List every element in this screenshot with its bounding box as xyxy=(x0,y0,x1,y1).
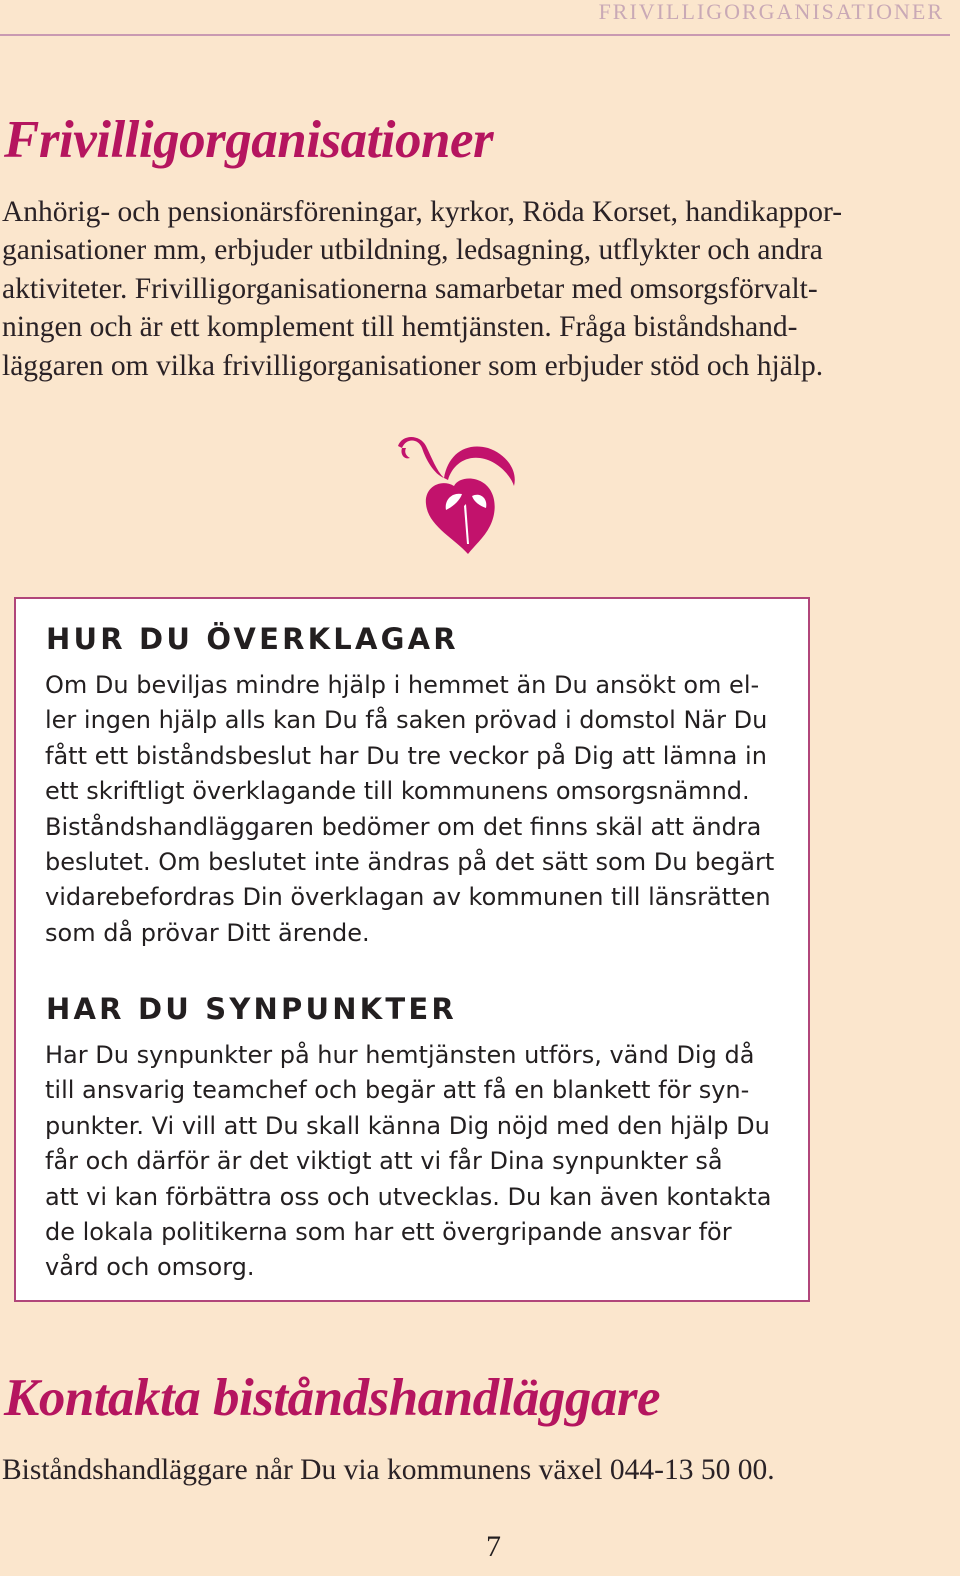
paragraph-line: att vi kan förbättra oss och utvecklas. Du kan även kontakta xyxy=(45,1182,772,1211)
paragraph-line: Biståndshandläggaren bedömer om det finns skäl att ändra xyxy=(45,812,762,841)
paragraph-line: ler ingen hjälp alls kan Du få saken prövad i domstol När Du xyxy=(45,706,768,735)
feedback-paragraph xyxy=(45,1038,771,1286)
paragraph-line: fått ett biståndsbeslut har Du tre veckor på Dig att lämna in xyxy=(45,741,767,770)
paragraph-line: aktiviteter. Frivilligorganisationerna samarbetar med omsorgsförvalt- xyxy=(2,272,818,305)
header-rule xyxy=(0,34,950,36)
paragraph-line: får och därför är det viktigt att vi får Dina synpunkter så xyxy=(45,1147,723,1176)
paragraph-line: beslutet. Om beslutet inte ändras på det sätt som Du begärt xyxy=(45,848,775,877)
paragraph-line: som då prövar Ditt ärende. xyxy=(45,918,370,947)
paragraph-line: ningen och är ett komplement till hemtjänsten. Fråga biståndshand- xyxy=(2,311,798,344)
paragraph-line: Har Du synpunkter på hur hemtjänsten utförs, vänd Dig då xyxy=(45,1041,755,1069)
contact-text: Biståndshandläggare når Du via kommunens växel 044-13 50 00. xyxy=(2,1454,775,1486)
info-box xyxy=(14,597,810,1302)
page-number: 7 xyxy=(486,1530,501,1563)
paragraph-line: vård och omsorg. xyxy=(45,1253,255,1282)
feedback-heading: HAR DU SYNPUNKTER xyxy=(46,992,457,1026)
section-title-contact: Kontakta biståndshandläggare xyxy=(4,1369,661,1427)
paragraph-line: ganisationer mm, erbjuder utbildning, ledsagning, utflykter och andra xyxy=(2,234,823,267)
section-title-volunteer-organisations: Frivilligorganisationer xyxy=(4,111,494,169)
paragraph-line: vidarebefordras Din överklagan av kommunen till länsrätten xyxy=(45,883,771,912)
leaf-flourish-icon xyxy=(392,434,524,558)
paragraph-line: till ansvarig teamchef och begär att få en blankett för syn- xyxy=(45,1076,750,1105)
paragraph-line: Anhörig- och pensionärsföreningar, kyrkor, Röda Korset, handikappor- xyxy=(2,196,843,228)
paragraph-line: ett skriftligt överklagande till kommunens omsorgsnämnd. xyxy=(45,777,750,806)
appeal-paragraph xyxy=(45,668,774,951)
paragraph-line: de lokala politikerna som har ett övergripande ansvar för xyxy=(45,1218,732,1247)
paragraph-line: punkter. Vi vill att Du skall känna Dig nöjd med den hjälp Du xyxy=(45,1111,770,1140)
intro-paragraph xyxy=(2,193,912,385)
paragraph-line: läggaren om vilka frivilligorganisationer som erbjuder stöd och hjälp. xyxy=(2,349,824,382)
running-head: FRIVILLIGORGANISATIONER xyxy=(598,0,944,24)
paragraph-line: Om Du beviljas mindre hjälp i hemmet än Du ansökt om el- xyxy=(45,671,760,699)
appeal-heading: HUR DU ÖVERKLAGAR xyxy=(46,622,459,656)
